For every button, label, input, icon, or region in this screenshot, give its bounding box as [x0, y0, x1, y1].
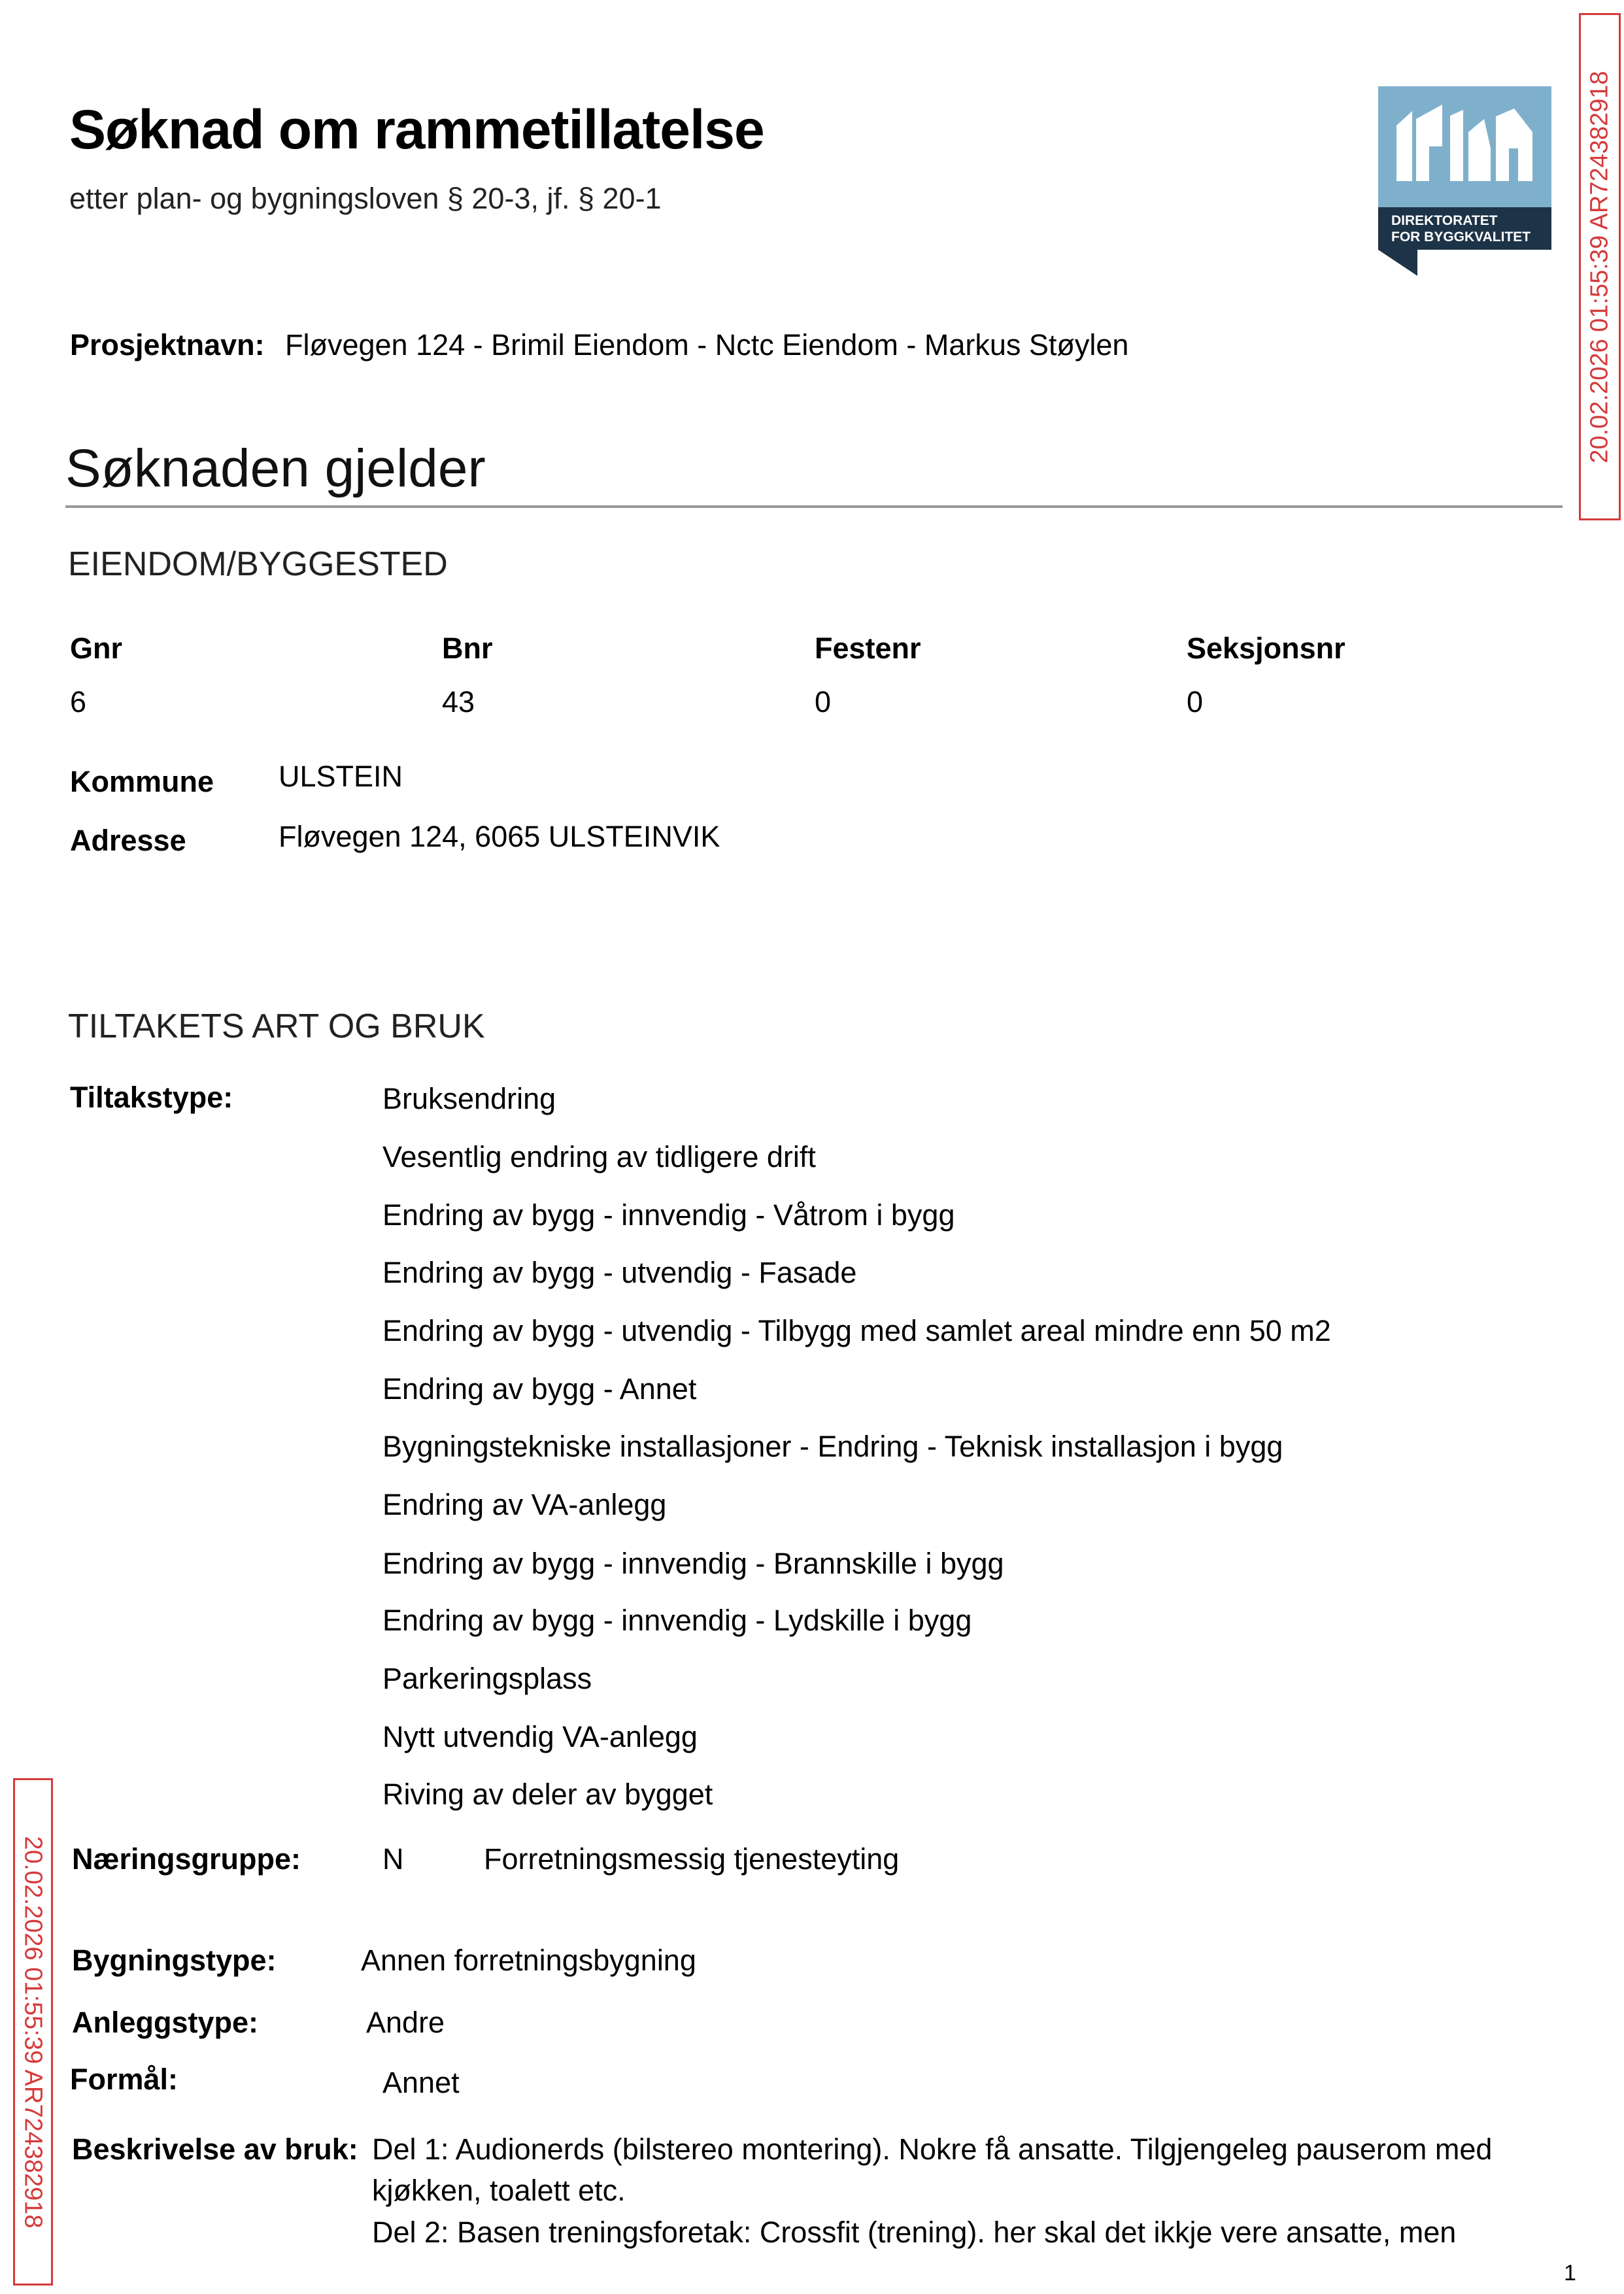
naeringsgruppe-value: Forretningsmessig tjenesteyting [484, 1842, 900, 1876]
stamp-text: 20.02.2026 01:55:39 AR724382918 [20, 1835, 47, 2229]
bygningstype-value: Annen forretningsbygning [361, 1944, 696, 1977]
tiltakstype-item: Endring av bygg - Annet [382, 1372, 697, 1406]
property-heading: EIENDOM/BYGGESTED [68, 545, 448, 583]
tiltakstype-item: Endring av bygg - innvendig - Brannskille i bygg [382, 1547, 1004, 1580]
tiltakstype-item: Parkeringsplass [382, 1662, 592, 1695]
tiltakstype-item: Endring av VA-anlegg [382, 1488, 667, 1521]
gnr-label: Gnr [70, 632, 123, 665]
kommune-value: ULSTEIN [279, 760, 403, 793]
document-title: Søknad om rammetillatelse [69, 99, 764, 160]
beskrivelse-line: Del 1: Audionerds (bilstereo montering). Nokre få ansatte. Tilgjengeleg pauserom med [372, 2133, 1493, 2166]
timestamp-stamp-right [1579, 13, 1621, 520]
beskrivelse-line: kjøkken, toalett etc. [372, 2174, 626, 2207]
adresse-label: Adresse [70, 824, 186, 857]
seksjonsnr-label: Seksjonsnr [1187, 632, 1345, 665]
page-number: 1 [1564, 2261, 1576, 2286]
tiltakstype-item: Bygningstekniske installasjoner - Endring - Teknisk installasjon i bygg [382, 1430, 1283, 1463]
project-value: Fløvegen 124 - Brimil Eiendom - Nctc Eiendom - Markus Støylen [285, 328, 1129, 362]
tiltakstype-item: Bruksendring [382, 1082, 556, 1115]
section-title: Søknaden gjelder [65, 439, 486, 498]
festenr-label: Festenr [815, 632, 921, 665]
seksjonsnr-value: 0 [1187, 685, 1204, 718]
bnr-label: Bnr [442, 632, 493, 665]
tiltakstype-label: Tiltakstype: [70, 1081, 233, 1114]
naeringsgruppe-label: Næringsgruppe: [72, 1842, 301, 1876]
tiltakstype-item: Endring av bygg - innvendig - Lydskille i bygg [382, 1604, 972, 1637]
dibk-logo [1378, 86, 1551, 250]
section-divider [65, 505, 1563, 508]
gnr-value: 6 [70, 685, 87, 718]
tiltak-heading: TILTAKETS ART OG BRUK [68, 1007, 485, 1045]
tiltakstype-item: Endring av bygg - innvendig - Våtrom i bygg [382, 1198, 955, 1232]
adresse-value: Fløvegen 124, 6065 ULSTEINVIK [279, 820, 720, 853]
anleggstype-value: Andre [366, 2006, 445, 2039]
logo-text-2: FOR BYGGKVALITET [1391, 229, 1531, 245]
logo-text-1: DIREKTORATET [1391, 213, 1498, 228]
beskrivelse-line: Del 2: Basen treningsforetak: Crossfit (trening). her skal det ikkje vere ansatte, men [372, 2216, 1457, 2249]
tiltakstype-item: Riving av deler av bygget [382, 1778, 713, 1811]
bygningstype-label: Bygningstype: [72, 1944, 277, 1977]
naeringsgruppe-code: N [382, 1842, 404, 1876]
document-subtitle: etter plan- og bygningsloven § 20-3, jf. § 20-1 [69, 182, 662, 215]
formal-label: Formål: [70, 2063, 178, 2096]
beskrivelse-label: Beskrivelse av bruk: [72, 2133, 358, 2166]
tiltakstype-item: Nytt utvendig VA-anlegg [382, 1720, 698, 1753]
anleggstype-label: Anleggstype: [72, 2006, 259, 2039]
project-label: Prosjektnavn: [70, 328, 265, 362]
tiltakstype-item: Vesentlig endring av tidligere drift [382, 1140, 816, 1173]
tiltakstype-item: Endring av bygg - utvendig - Fasade [382, 1256, 857, 1289]
dibk-logo-icon [1378, 86, 1551, 276]
kommune-label: Kommune [70, 765, 214, 798]
bnr-value: 43 [442, 685, 475, 718]
festenr-value: 0 [815, 685, 832, 718]
timestamp-stamp-left [13, 1778, 53, 2286]
stamp-text: 20.02.2026 01:55:39 AR724382918 [1585, 70, 1614, 464]
formal-value: Annet [382, 2066, 460, 2099]
tiltakstype-item: Endring av bygg - utvendig - Tilbygg med samlet areal mindre enn 50 m2 [382, 1314, 1331, 1347]
